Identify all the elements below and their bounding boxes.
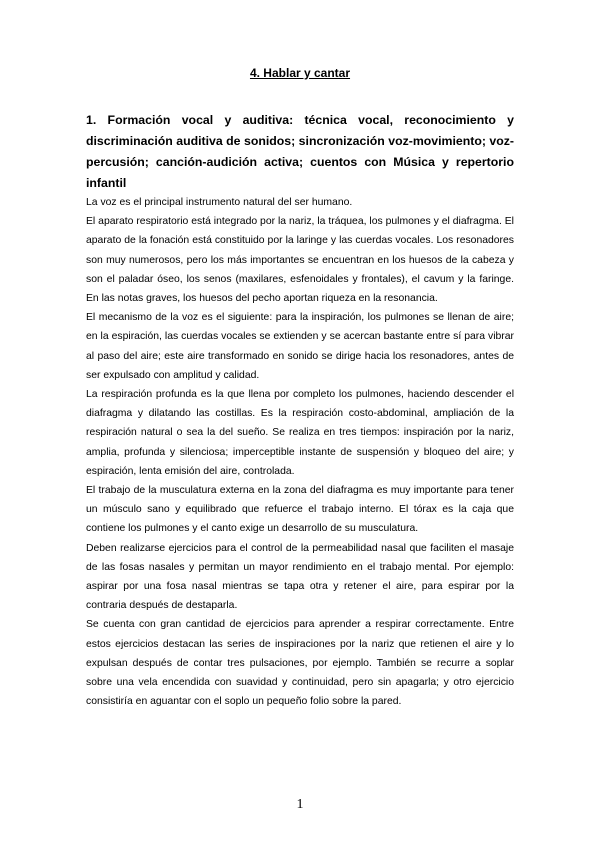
chapter-title: 4. Hablar y cantar <box>249 66 351 80</box>
paragraph: La respiración profunda es la que llena por completo los pulmones, haciendo descender el diafragma y dilatando las costillas. Es la respiración costo-abdominal, ampliación de la respiración natural o sea la del sueño. Se realiza en tres tiempos: inspiración por la nariz, amplia, profunda y silenciosa; imperceptible instante de suspensión y bloqueo del aire; y espiración, lenta emisión del aire, controlada. <box>86 389 514 477</box>
section-heading: 1. Formación vocal y auditiva: técnica vocal, reconocimiento y discriminación auditiva de sonidos; sincronización voz-movimiento; voz-percusión; canción-audición activa; cuentos con Música y repertorio infantil <box>86 113 514 190</box>
paragraph: La voz es el principal instrumento natural del ser humano. <box>86 197 353 208</box>
paragraph: El trabajo de la musculatura externa en la zona del diafragma es muy importante para tener un músculo sano y equilibrado que refuerce el trabajo interno. El tórax es la caja que contiene los pulmones y el canto exige un desarrollo de su musculatura. <box>86 485 514 535</box>
page-number: 1 <box>296 797 304 812</box>
paragraph: El mecanismo de la voz es el siguiente: para la inspiración, los pulmones se llenan de aire; en la espiración, las cuerdas vocales se extienden y se acercan bastante entre sí para vibrar al paso del aire; este aire transformado en sonido se dirige hacia los resonadores, antes de ser expulsado con amplitud y calidad. <box>86 312 514 381</box>
paragraph: Se cuenta con gran cantidad de ejercicios para aprender a respirar correctamente. Entre estos ejercicios destacan las series de inspiraciones por la nariz que retienen el aire y lo expulsan después de contar tres pulsaciones, por ejemplo. También se recurre a soplar sobre una vela encendida con suavidad y continuidad, pero sin apagarla; y otro ejercicio consistiría en aguantar con el soplo un pequeño folio sobre la pared. <box>86 619 514 708</box>
body-text <box>86 193 514 711</box>
paragraph: El aparato respiratorio está integrado por la nariz, la tráquea, los pulmones y el diafragma. El aparato de la fonación está constituido por la laringe y las cuerdas vocales. Los resonadores son muy numerosos, pero los más importantes se encuentran en los huesos de la cabeza y son el paladar óseo, los senos (maxilares, esfenoidales y frontales), el cavum y la faringe. En las notas graves, los huesos del pecho aportan riqueza en la resonancia. <box>86 216 514 305</box>
paragraph: Deben realizarse ejercicios para el control de la permeabilidad nasal que faciliten el masaje de las fosas nasales y permitan un mayor rendimiento en el trabajo mental. Por ejemplo: aspirar por una fosa nasal mientras se tapa otra y retener el aire, para espirar por la contraria después de destaparla. <box>86 542 514 612</box>
